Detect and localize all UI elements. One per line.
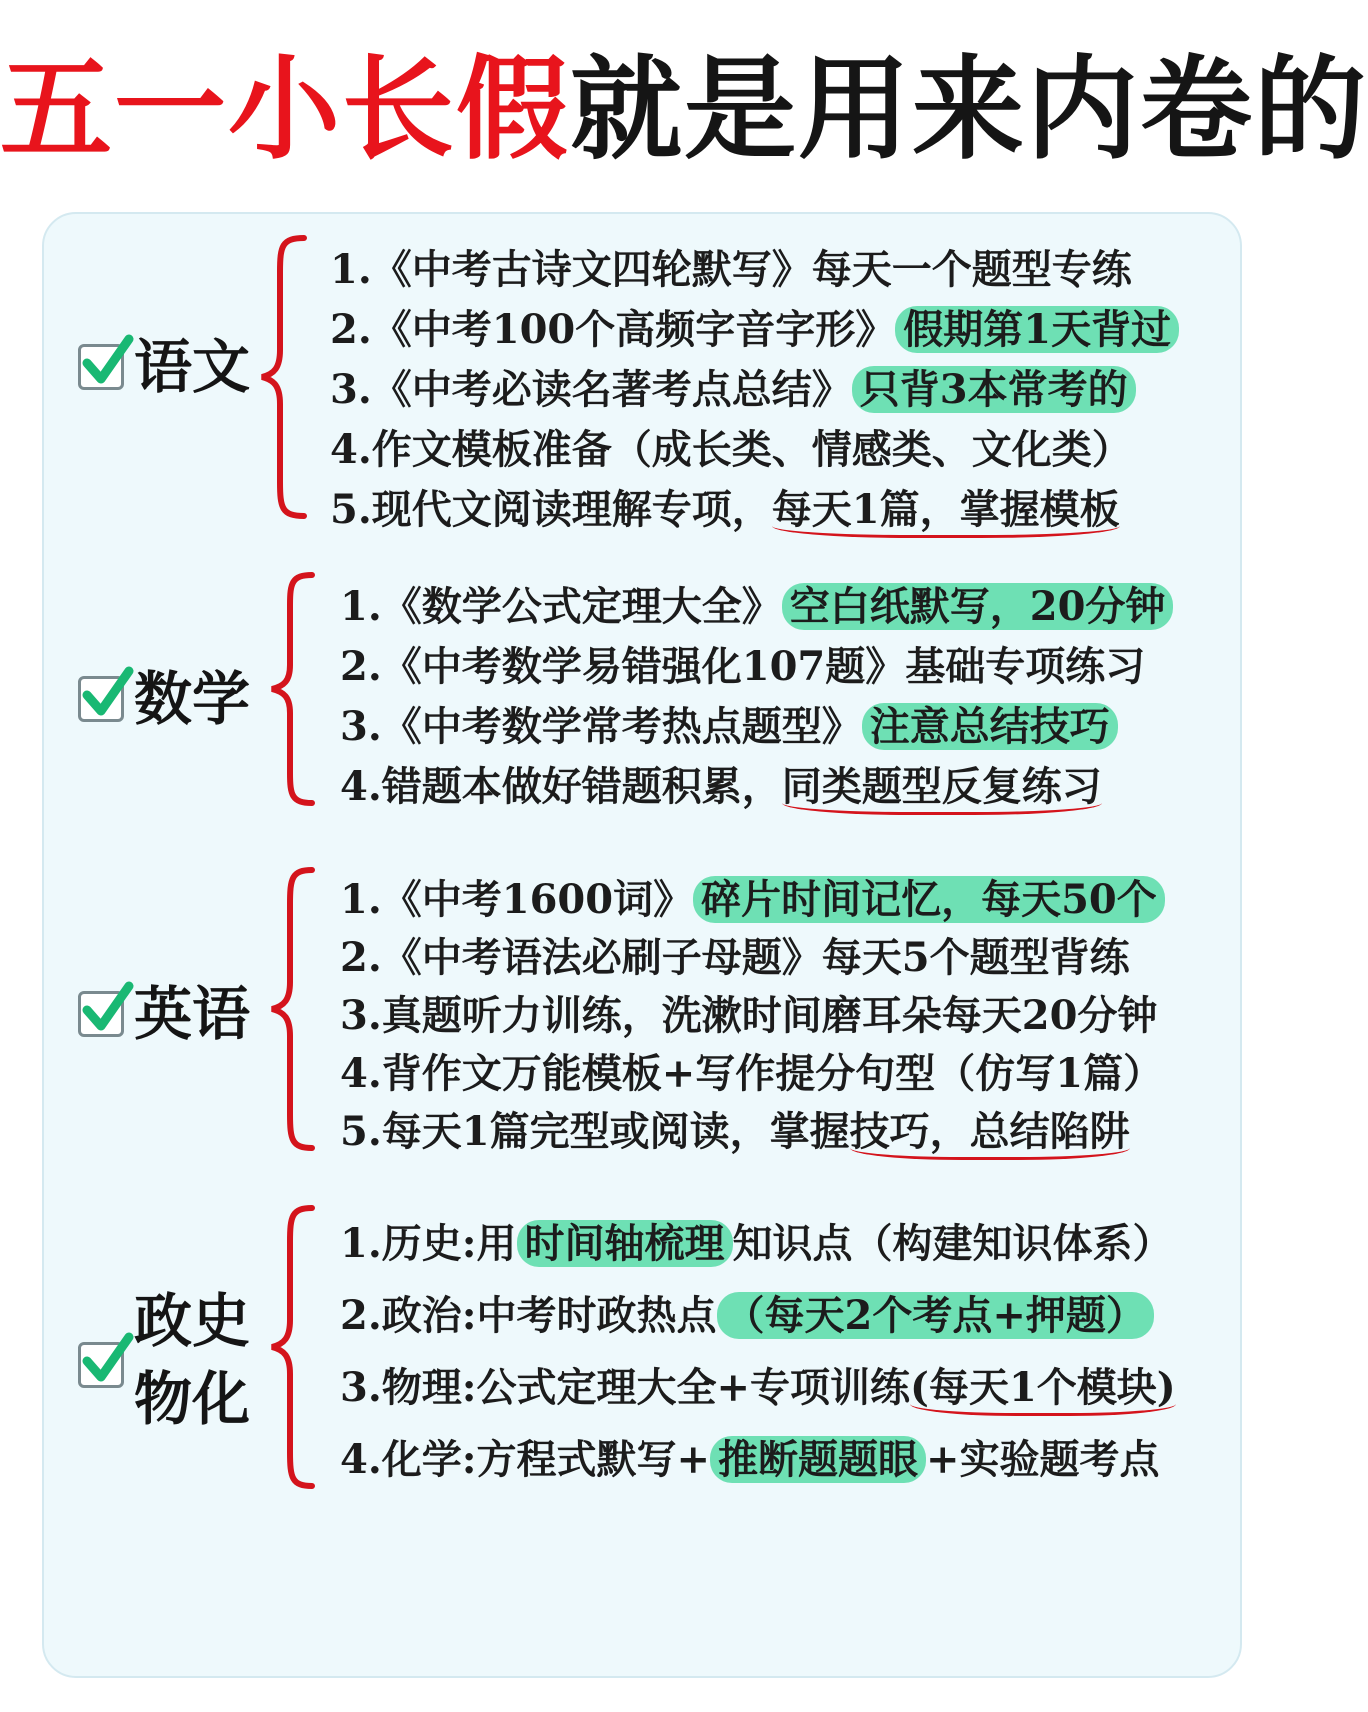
list-item — [340, 641, 1145, 693]
left-brace-icon — [252, 232, 312, 522]
item-underlined: 每天1篇，掌握模板 — [772, 486, 1120, 538]
item-number: 2. — [340, 643, 382, 690]
item-text-after: +实验题考点 — [926, 1436, 1160, 1483]
item-number: 3. — [330, 366, 372, 413]
item-text: 错题本做好错题积累， — [381, 763, 782, 810]
item-number: 5. — [330, 486, 372, 533]
study-plan-panel — [42, 212, 1242, 1678]
item-number: 4. — [340, 763, 382, 810]
list-item — [340, 932, 1130, 984]
item-highlight: 只背3本常考的 — [852, 366, 1136, 413]
item-number: 3. — [340, 703, 382, 750]
item-highlight: 推断题题眼 — [710, 1436, 926, 1483]
title-red-part: 五一小长假 — [0, 45, 570, 175]
list-item — [330, 304, 1179, 356]
subject-name: 语文 — [134, 333, 251, 401]
list-item — [340, 990, 1157, 1042]
check-box-icon — [78, 1342, 124, 1388]
check-box-icon — [78, 676, 124, 722]
subject-name: 数学 — [134, 665, 251, 733]
item-text: 现代文阅读理解专项， — [371, 486, 772, 533]
list-item — [340, 1362, 1176, 1414]
left-brace-icon — [260, 864, 320, 1154]
check-box-icon — [78, 991, 124, 1037]
list-item — [330, 244, 1132, 296]
item-text: 作文模板准备（成长类、情感类、文化类） — [371, 426, 1132, 473]
item-highlight: 碎片时间记忆，每天50个 — [693, 876, 1165, 923]
item-highlight: （每天2个考点+押题） — [717, 1292, 1154, 1339]
subject-name-line2: 物化 — [134, 1365, 251, 1433]
item-text: 背作文万能模板+写作提分句型（仿写1篇） — [381, 1050, 1164, 1097]
item-text: 《中考100个高频字音字形》 — [371, 306, 896, 353]
list-item — [340, 701, 1118, 753]
item-text: 《数学公式定理大全》 — [381, 583, 782, 630]
item-highlight: 注意总结技巧 — [862, 703, 1118, 750]
item-underlined: 技巧，总结陷阱 — [850, 1108, 1130, 1160]
check-box-icon — [78, 344, 124, 390]
item-text: 《中考语法必刷子母题》每天5个题型背练 — [381, 934, 1130, 981]
item-text: 政治:中考时政热点 — [381, 1292, 717, 1339]
subject-label-chinese — [78, 332, 250, 402]
item-text: 化学:方程式默写+ — [381, 1436, 711, 1483]
item-underlined: (每天1个模块) — [910, 1364, 1176, 1416]
item-number: 1. — [340, 583, 382, 630]
list-item — [340, 874, 1165, 926]
item-highlight: 时间轴梳理 — [517, 1220, 733, 1267]
subject-name: 英语 — [134, 980, 251, 1048]
list-item — [330, 484, 1120, 536]
item-number: 1. — [330, 246, 372, 293]
item-number: 1. — [340, 876, 382, 923]
item-text: 《中考数学易错强化107题》基础专项练习 — [381, 643, 1146, 690]
item-number: 4. — [340, 1436, 382, 1483]
item-number: 2. — [340, 1292, 382, 1339]
list-item — [340, 761, 1102, 813]
list-item — [340, 581, 1173, 633]
item-text: 真题听力训练，洗漱时间磨耳朵每天20分钟 — [381, 992, 1158, 1039]
item-highlight: 假期第1天背过 — [895, 306, 1179, 353]
item-text: 物理:公式定理大全+专项训练 — [381, 1364, 911, 1411]
list-item — [330, 424, 1132, 476]
left-brace-icon — [260, 1202, 320, 1492]
list-item — [330, 364, 1136, 416]
page-title — [0, 40, 1368, 180]
item-text: 《中考必读名著考点总结》 — [371, 366, 852, 413]
item-text: 《中考古诗文四轮默写》每天一个题型专练 — [371, 246, 1132, 293]
subject-label-math — [78, 664, 250, 734]
item-text: 《中考数学常考热点题型》 — [381, 703, 862, 750]
list-item — [340, 1218, 1173, 1270]
title-black-part: 就是用来内卷的 — [570, 45, 1368, 175]
item-highlight: 空白纸默写，20分钟 — [782, 583, 1174, 630]
item-number: 3. — [340, 992, 382, 1039]
item-number: 2. — [330, 306, 372, 353]
item-number: 4. — [330, 426, 372, 473]
item-text: 每天1篇完型或阅读，掌握 — [381, 1108, 850, 1155]
item-number: 1. — [340, 1220, 382, 1267]
item-number: 5. — [340, 1108, 382, 1155]
list-item — [340, 1434, 1160, 1486]
list-item — [340, 1048, 1163, 1100]
list-item — [340, 1106, 1130, 1158]
subject-label-humanities-science — [78, 1282, 250, 1438]
item-number: 2. — [340, 934, 382, 981]
item-text: 《中考1600词》 — [381, 876, 694, 923]
left-brace-icon — [260, 569, 320, 809]
subject-name-line1: 政史 — [134, 1287, 251, 1355]
subject-label-english — [78, 979, 250, 1049]
list-item — [340, 1290, 1154, 1342]
item-number: 3. — [340, 1364, 382, 1411]
item-underlined: 同类题型反复练习 — [782, 763, 1102, 815]
item-text-after: 知识点（构建知识体系） — [732, 1220, 1173, 1267]
item-text: 历史:用 — [381, 1220, 517, 1267]
item-number: 4. — [340, 1050, 382, 1097]
